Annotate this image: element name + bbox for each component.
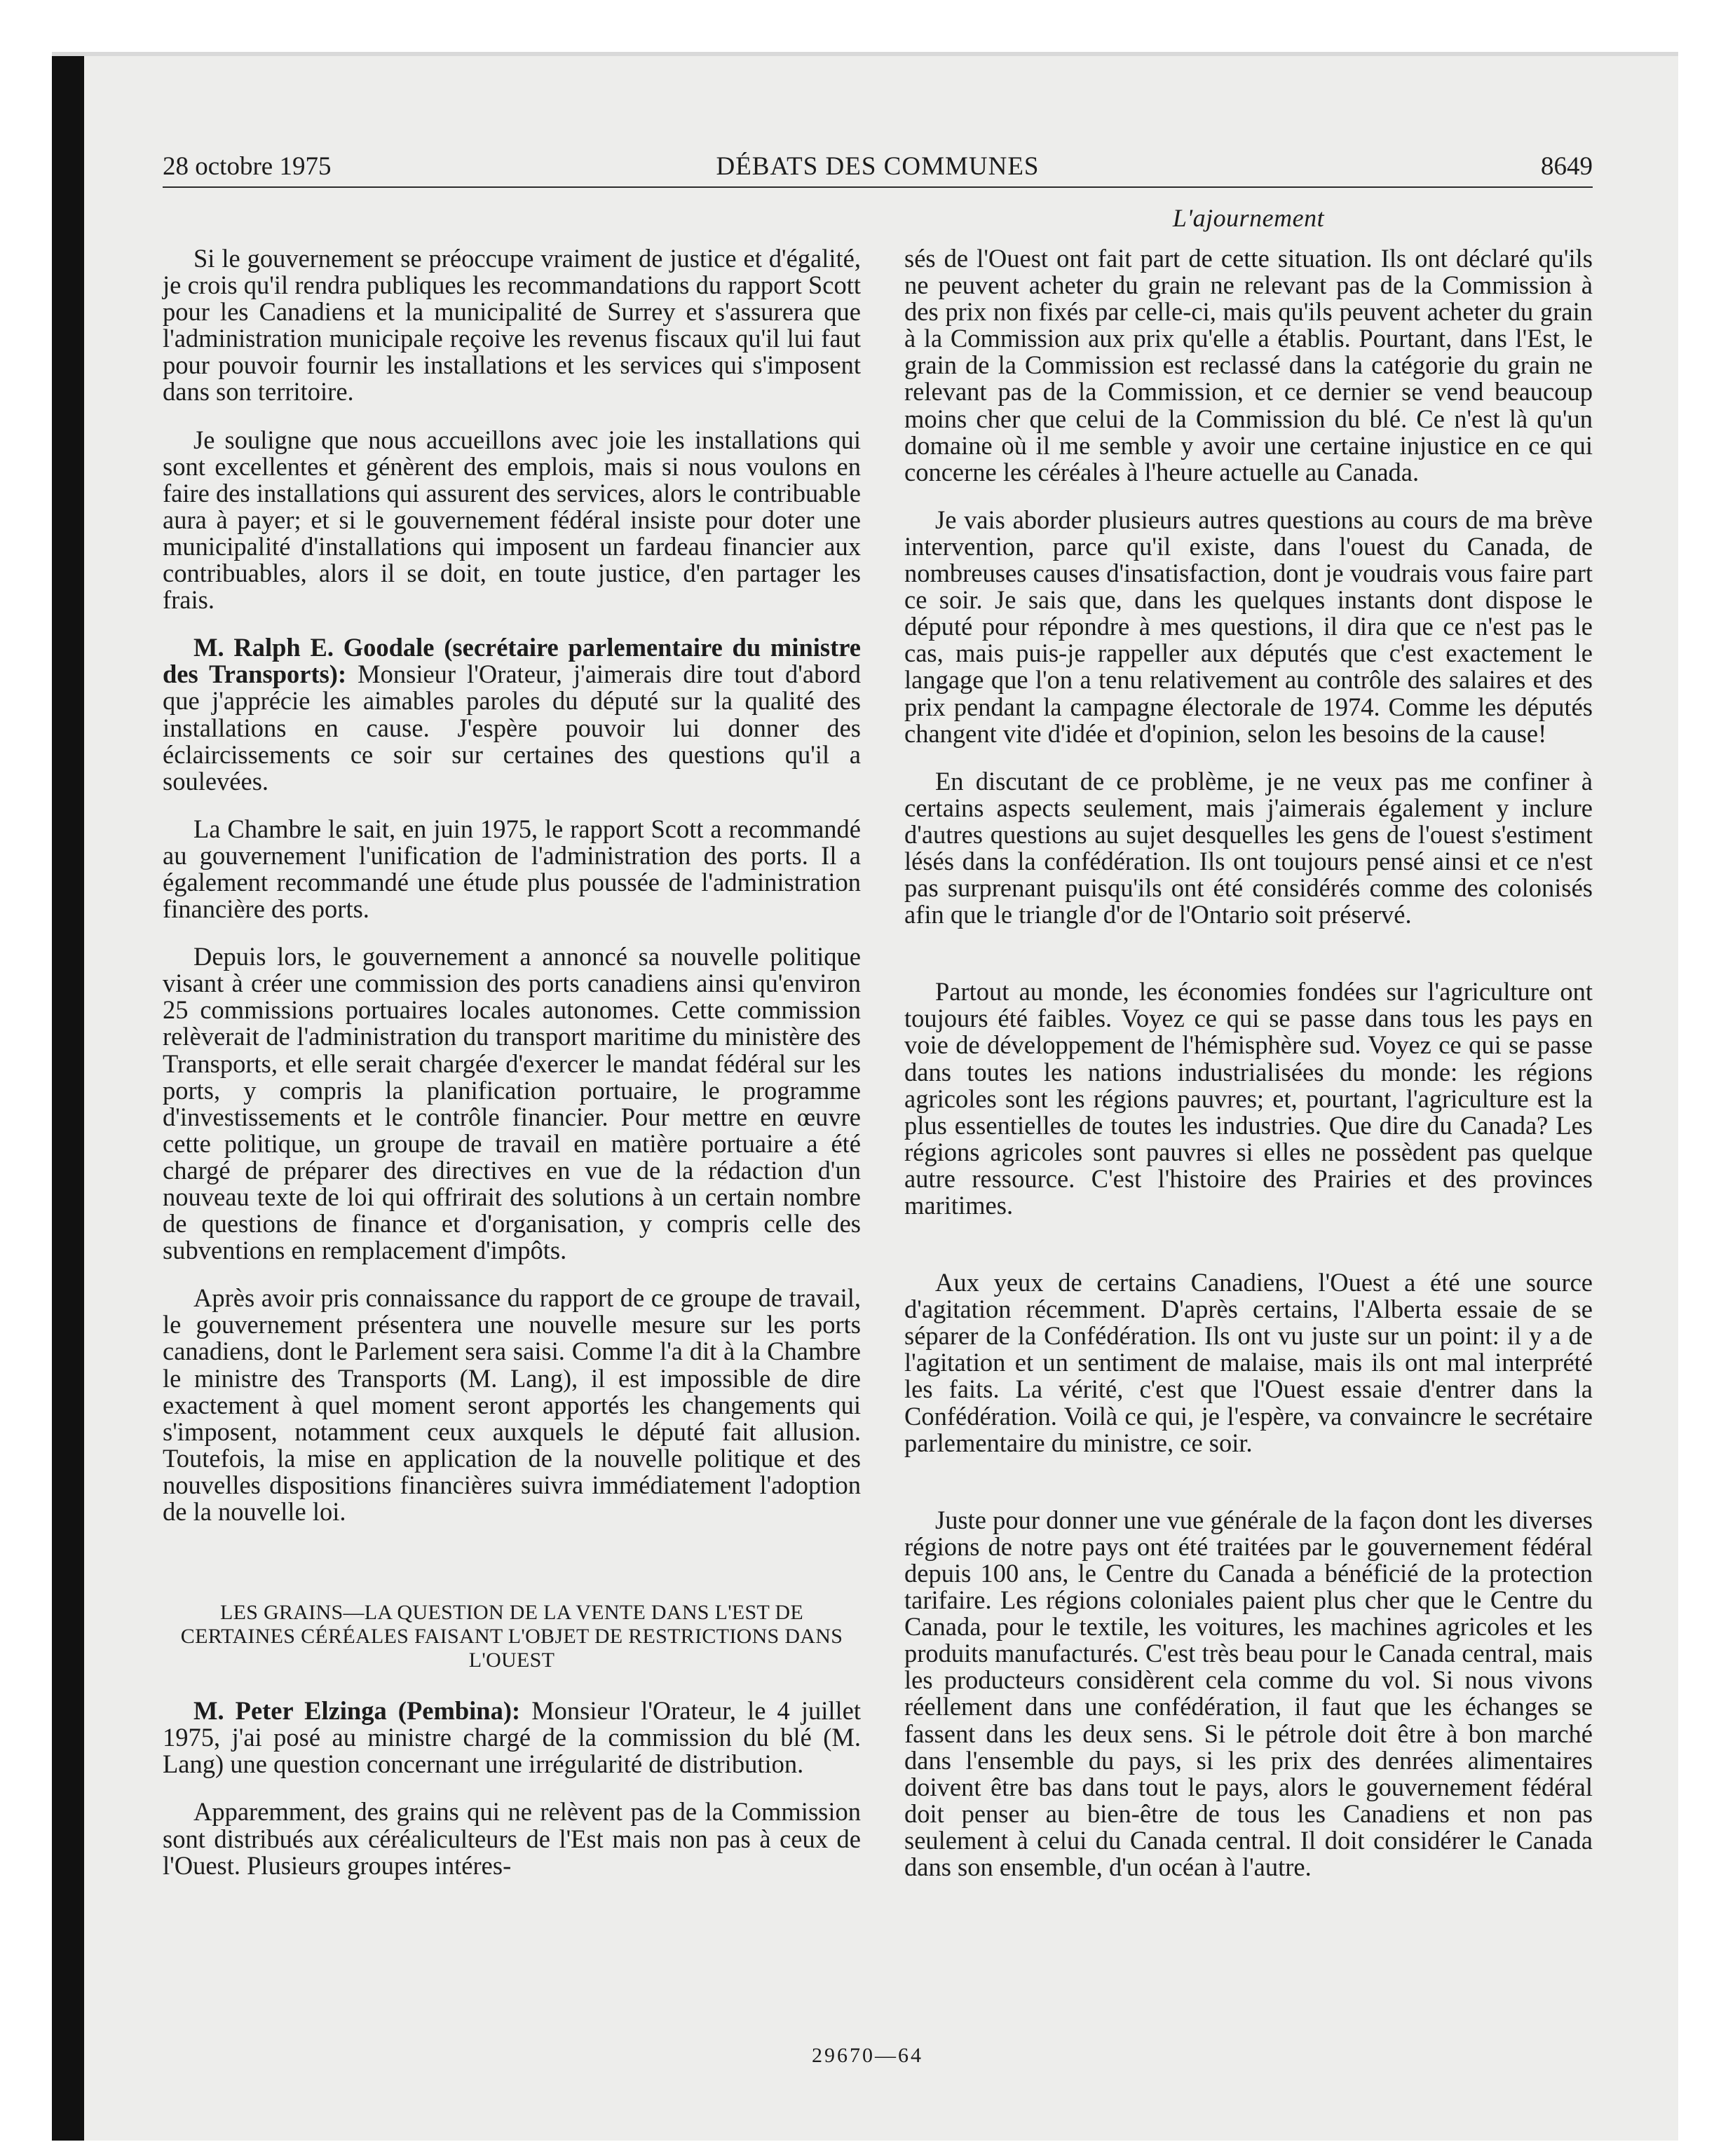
paragraph: Partout au monde, les économies fondées sur l'agriculture ont toujours été faibles. Voyez ce qui se passe dans tous les pays en voie de développement de l'hémisphère sud. Voyez ce qui se passe dans toutes les nations industrialisées du monde: les régions agricoles sont les régions pauvres; et, pourtant, l'agriculture est la plus essentielles de toutes les industries. Que dire du Canada? Les régions agricoles sont pauvres si elles ne possèdent pas quelque autre ressource. C'est l'histoire des Prairies et des provinces maritimes.: [904, 977, 1593, 1220]
paragraph: Aux yeux de certains Canadiens, l'Ouest a été une source d'agitation récemment. D'après certains, l'Alberta essaie de se séparer de la Confédération. Ils ont vu juste sur un point: il y a de l'agitation et un sentiment de malaise, mais ils ont mal interprété les faits. La vérité, c'est que l'Ouest essaie d'entrer dans la Confédération. Voilà ce qui, je l'espère, va convaincre le secrétaire parlementaire du ministre, ce soir.: [904, 1268, 1593, 1457]
paragraph-continued: sés de l'Ouest ont fait part de cette situation. Ils ont déclaré qu'ils ne peuvent acheter du grain ne relevant pas de la Commission à des prix non fixés par celle-ci, mais qu'ils peuvent acheter du grain à la Commission aux prix qu'elle a établis. Pourtant, dans l'Est, le grain de la Commission est reclassé dans la catégorie du grain ne relevant pas de la Commission, et ce dernier se vend beaucoup moins cher que celui de la Commission du blé. Ce n'est là qu'un domaine où il me semble y avoir une certaine injustice en ce qui concerne les céréales à l'heure actuelle au Canada.: [904, 244, 1593, 486]
header-page-number: 8649: [1541, 152, 1593, 181]
subject-heading: LES GRAINS—LA QUESTION DE LA VENTE DANS L'EST DE CERTAINES CÉRÉALES FAISANT L'OBJET DE RESTRICTIONS DANS L'OUEST: [180, 1601, 843, 1672]
printer-code: 29670—64: [812, 2044, 923, 2067]
paragraph: Après avoir pris connaissance du rapport de ce groupe de travail, le gouvernement présentera une nouvelle mesure sur les ports canadiens, dont le Parlement sera saisi. Comme l'a dit à la Chambre le ministre des Transports (M. Lang), il est impossible de dire exactement à quel moment seront apportés les changements qui s'imposent, notamment ceux auxquels le député fait allusion. Toutefois, la mise en application de la nouvelle politique et des nouvelles dispositions financières suivra immédiatement l'adoption de la nouvelle loi.: [163, 1283, 861, 1527]
right-column: [904, 245, 1593, 1881]
paragraph: Apparemment, des grains qui ne relèvent pas de la Commission sont distribués aux céréaliculteurs de l'Est mais non pas à ceux de l'Ouest. Plusieurs groupes intéres-: [163, 1797, 861, 1880]
section-heading: L'ajournement: [1172, 204, 1325, 232]
scan-border-left: [52, 52, 84, 2141]
paragraph: En discutant de ce problème, je ne veux pas me confiner à certains aspects seulement, mais j'aimerais également y inclure d'autres questions au sujet desquelles les gens de l'ouest s'estiment lésés dans la confédération. Ils ont toujours pensé ainsi et ce n'est pas surprenant puisqu'ils ont été considérés comme des colonisés afin que le triangle d'or de l'Ontario soit préservé.: [904, 766, 1593, 929]
paragraph: Depuis lors, le gouvernement a annoncé sa nouvelle politique visant à créer une commission des ports canadiens ainsi qu'environ 25 commissions portuaires locales autonomes. Cette commission relèverait de l'administration du transport maritime du ministère des Transports, et elle serait chargée d'exercer le mandat fédéral sur les ports, y compris la planification portuaire, le programme d'investissements et le contrôle financier. Pour mettre en œuvre cette politique, un groupe de travail en matière portuaire a été chargé de préparer des directives en vue de la rédaction d'un nouveau texte de loi qui offrirait des solutions à un certain nombre de questions de finance et d'organisation, y compris celle des subventions en remplacement d'impôts.: [163, 942, 861, 1265]
paragraph-goodale: [163, 634, 861, 795]
paragraph: Je vais aborder plusieurs autres questions au cours de ma brève intervention, parce qu'il existe, dans l'ouest du Canada, de nombreuses causes d'insatisfaction, dont je voudrais vous faire part ce soir. Je sais que, dans les quelques instants dont dispose le député pour répondre à mes questions, il dira que ce n'est pas le cas, mais puis-je rappeller aux députés que c'est exactement le langage que l'on a tenu relativement au contrôle des salaires et des prix pendant la campagne électorale de 1974. Comme les députés changent vite d'idée et d'opinion, selon les besoins de la cause!: [904, 505, 1593, 748]
paragraph: Juste pour donner une vue générale de la façon dont les diverses régions de notre pays ont été traitées par le gouvernement fédéral depuis 100 ans, le Centre du Canada a bénéficié de la protection tarifaire. Les régions coloniales paient plus cher que le Centre du Canada, pour le textile, les voitures, les machines agricoles et les produits manufacturés. C'est très beau pour le Canada central, mais les producteurs considèrent cela comme du vol. Si nous vivons réellement dans une confédération, il faut que les échanges se fassent dans les deux sens. Si le pétrole doit être à bon marché dans l'ensemble du pays, si les prix des denrées alimentaires doivent être bas dans tout le pays, alors le gouvernement fédéral doit penser au bien-être de tous les Canadiens et non pas seulement à celui du Canada central. Il doit considérer le Canada dans son ensemble, d'un océan à l'autre.: [904, 1505, 1593, 1881]
paragraph: Je souligne que nous accueillons avec joie les installations qui sont excellentes et génèrent des emplois, mais si nous voulons en faire des installations qui assurent des services, alors le contribuable aura à payer; et si le gouvernement fédéral insiste pour doter une municipalité d'installations qui imposent un fardeau financier aux contribuables, alors il se doit, en toute justice, d'en partager les frais.: [163, 425, 861, 615]
paragraph-elzinga: [163, 1698, 861, 1778]
speech-text: Monsieur l'Orateur, le 4 juillet 1975, j'ai posé au ministre chargé de la commission du blé (M. Lang) une question concernant une irrégularité de distribution.: [163, 1696, 861, 1779]
left-column: [163, 245, 861, 1879]
speaker-name: M. Ralph E. Goodale (secrétaire parlementaire du ministre des Transports):: [163, 633, 861, 689]
speaker-name: M. Peter Elzinga (Pembina):: [193, 1696, 521, 1726]
speech-text: Monsieur l'Orateur, j'aimerais dire tout d'abord que j'apprécie les aimables paroles du député sur la qualité des installations en cause. J'espère pouvoir lui donner des éclaircissements ce soir sur certaines des questions qu'il a soulevées.: [163, 660, 861, 796]
header-title: DÉBATS DES COMMUNES: [716, 152, 1040, 181]
header-date: 28 octobre 1975: [163, 152, 332, 181]
header-rule: [163, 186, 1593, 188]
paragraph: Si le gouvernement se préoccupe vraiment de justice et d'égalité, je crois qu'il rendra publiques les recommandations du rapport Scott pour les Canadiens et la municipalité de Surrey et s'assurera que l'administration municipale reçoive les revenus fiscaux qu'il lui faut pour pouvoir fournir les installations et les services qui s'imposent dans son territoire.: [163, 244, 861, 407]
paragraph: La Chambre le sait, en juin 1975, le rapport Scott a recommandé au gouvernement l'unification de l'administration des ports. Il a également recommandé une étude plus poussée de l'administration financière des ports.: [163, 814, 861, 924]
